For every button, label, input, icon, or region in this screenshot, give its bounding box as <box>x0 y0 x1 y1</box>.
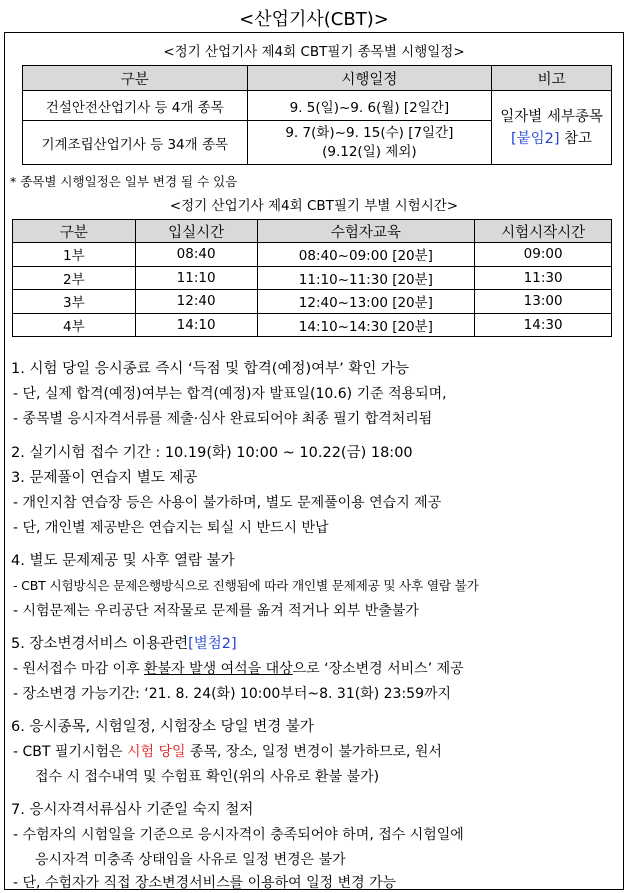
column-header: 구분 <box>13 220 136 243</box>
section-7-line-1: - 수험자의 시험일을 기준으로 응시자격이 충족되어야 하며, 접수 시험일에 <box>13 827 464 843</box>
table-cell: 13:00 <box>475 290 612 314</box>
table-cell: 14:10 <box>135 313 257 337</box>
remark-line: 일자별 세부종목 <box>500 108 603 125</box>
column-header: 시험시작시간 <box>475 220 612 243</box>
section-5-heading <box>11 632 237 653</box>
category-cell: 건설안전산업기사 등 4개 종목 <box>23 91 248 121</box>
column-header: 비고 <box>492 66 612 91</box>
section-7-heading: 7. 응시자격서류심사 기준일 숙지 철저 <box>11 802 254 818</box>
remark-suffix: 참고 <box>559 130 593 147</box>
table-cell: 1부 <box>13 243 136 267</box>
column-header: 구분 <box>23 66 248 91</box>
section-1-line-2: - 종목별 응시자격서류를 제출·심사 완료되어야 최종 필기 합격처리됨 <box>13 411 433 427</box>
section-5-line-2: - 장소변경 가능기간: ‘21. 8. 24(화) 10:00부터~8. 31(화) 23:59까지 <box>13 686 452 702</box>
section-3-line-2: - 단, 개인별 제공받은 연습지는 퇴실 시 반드시 반납 <box>13 520 329 536</box>
table-cell: 09:00 <box>475 243 612 267</box>
table-cell: 12:40~13:00 [20분] <box>257 290 475 314</box>
section-7-line-2: 응시자격 미충족 상태임을 사유로 일정 변경은 불가 <box>35 852 346 868</box>
section-4-line-1: - CBT 시험방식은 문제은행방식으로 진행됨에 따라 개인별 문제제공 및 사후 열람 불가 <box>13 578 479 593</box>
remark-cell <box>492 91 612 165</box>
column-header: 수험자교육 <box>257 220 475 243</box>
line-text: 종목, 장소, 일정 변경이 불가하므로, 원서 <box>185 744 442 760</box>
section-5-title: 5. 장소변경서비스 이용관련 <box>11 636 189 652</box>
table-cell: 11:10 <box>135 266 257 290</box>
date-line: 9. 7(화)~9. 15(수) [7일간] <box>285 124 454 141</box>
table-cell: 08:40~09:00 [20분] <box>257 243 475 267</box>
date-cell: 9. 5(일)~9. 6(월) [2일간] <box>247 91 492 121</box>
table-cell: 3부 <box>13 290 136 314</box>
times-header-row <box>13 220 612 243</box>
times-table <box>12 219 612 337</box>
table-cell: 12:40 <box>135 290 257 314</box>
table-row <box>13 290 612 314</box>
date-cell <box>247 121 492 165</box>
table-cell: 14:10~14:30 [20분] <box>257 313 475 337</box>
schedule-heading: <정기 산업기사 제4회 CBT필기 종목별 시행일정> <box>163 44 465 60</box>
section-6-heading: 6. 응시종목, 시험일정, 시험장소 당일 변경 불가 <box>11 719 314 735</box>
section-6-line-1 <box>13 741 442 761</box>
line-text: - CBT 필기시험은 <box>13 744 127 760</box>
schedule-table <box>22 65 612 165</box>
times-heading: <정기 산업기사 제4회 CBT필기 부별 시험시간> <box>169 198 459 214</box>
attachment-link[interactable]: [붙임2] <box>511 130 560 147</box>
section-1-line-1: - 단, 실제 합격(예정)여부는 합격(예정)자 발표일(10.6) 기준 적용되며, <box>13 386 447 402</box>
line-text: - 원서접수 마감 이후 <box>13 661 145 677</box>
line-text: 으로 ‘장소변경 서비스’ 제공 <box>292 661 464 677</box>
section-7-line-3: - 단, 수험자가 직접 장소변경서비스를 이용하여 일정 변경 가능 <box>13 875 397 891</box>
table-cell: 11:30 <box>475 266 612 290</box>
column-header: 시행일정 <box>247 66 492 91</box>
table-row <box>13 243 612 267</box>
table-row <box>13 313 612 337</box>
section-3-heading: 3. 문제풀이 연습지 별도 제공 <box>11 470 198 486</box>
table-cell: 11:10~11:30 [20분] <box>257 266 475 290</box>
section-4-line-2: - 시험문제는 우리공단 저작물로 문제를 옮겨 적거나 외부 반출불가 <box>13 603 419 619</box>
section-2-heading: 2. 실기시험 접수 기간 : 10.19(화) 10:00 ~ 10.22(금) 18:00 <box>11 445 413 461</box>
table-cell: 14:30 <box>475 313 612 337</box>
section-3-line-1: - 개인지참 연습장 등은 사용이 불가하며, 별도 문제풀이용 연습지 제공 <box>13 495 442 511</box>
section-1-heading: 1. 시험 당일 응시종료 즉시 ‘득점 및 합격(예정)여부’ 확인 가능 <box>11 361 410 377</box>
schedule-header-row <box>23 66 612 91</box>
underlined-text: 환불자 발생 여석을 대상 <box>144 661 293 677</box>
attachment-link[interactable]: [별첨2] <box>188 636 237 652</box>
table-cell: 4부 <box>13 313 136 337</box>
highlight-text: 시험 당일 <box>126 744 186 760</box>
section-6-line-2: 접수 시 접수내역 및 수험표 확인(위의 사유로 환불 불가) <box>35 769 380 785</box>
schedule-note: * 종목별 시행일정은 일부 변경 될 수 있음 <box>10 174 238 189</box>
table-cell: 2부 <box>13 266 136 290</box>
table-row <box>23 91 612 121</box>
table-cell: 08:40 <box>135 243 257 267</box>
remark-line <box>492 128 611 150</box>
column-header: 입실시간 <box>135 220 257 243</box>
section-5-line-1 <box>13 658 464 678</box>
page-title: <산업기사(CBT)> <box>239 9 389 30</box>
date-line: (9.12(일) 제외) <box>322 143 417 160</box>
category-cell: 기계조립산업기사 등 34개 종목 <box>23 121 248 165</box>
section-4-heading: 4. 별도 문제제공 및 사후 열람 불가 <box>11 553 235 569</box>
table-row <box>13 266 612 290</box>
